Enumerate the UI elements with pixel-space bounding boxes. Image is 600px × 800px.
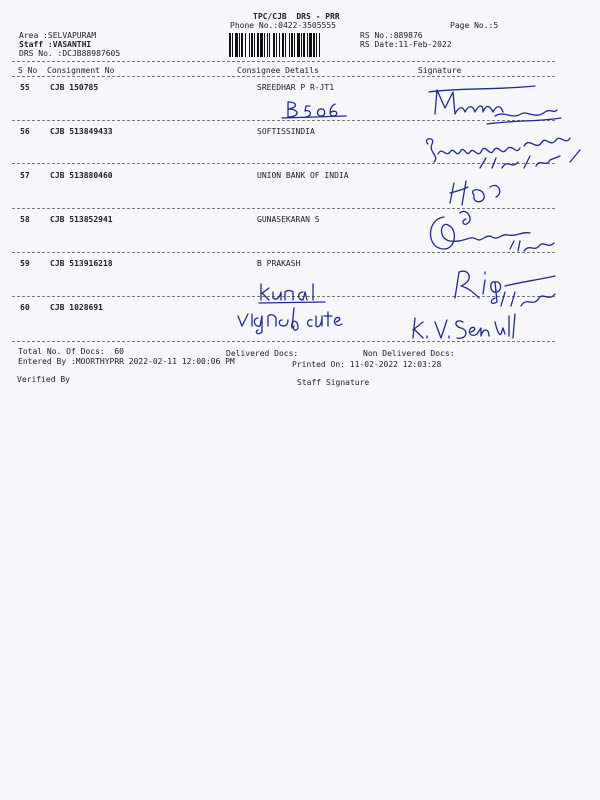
- drs-number: DRS No. :DCJB88987605: [19, 49, 121, 58]
- row-sno: 55: [20, 83, 30, 92]
- entered-by: Entered By :MOORTHYPRR 2022-02-11 12:00:06 PM: [18, 357, 235, 366]
- verified-by: Verified By: [17, 375, 70, 384]
- row-sno: 56: [20, 127, 30, 136]
- signature-row58: [420, 205, 560, 260]
- signature-row56: [420, 128, 590, 173]
- divider: [12, 61, 555, 62]
- row-sno: 58: [20, 215, 30, 224]
- row-consignment: CJB 513849433: [50, 127, 113, 136]
- document-title: TPC/CJB DRS - PRR: [253, 12, 340, 21]
- row-consignment: CJB 513852941: [50, 215, 113, 224]
- phone-number: Phone No.:0422-3505555: [230, 21, 336, 30]
- non-delivered-docs: Non Delivered Docs:: [363, 349, 455, 358]
- column-header-signature: Signature: [418, 66, 462, 75]
- row-consignment: CJB 513916218: [50, 259, 113, 268]
- signature-row55: [425, 84, 565, 134]
- page-number: Page No.:5: [450, 21, 499, 30]
- column-header-consignment: Consignment No: [47, 66, 115, 75]
- delivered-docs: Delivered Docs:: [226, 349, 299, 358]
- row-consignee: SOFTISSINDIA: [257, 127, 315, 136]
- row-sno: 59: [20, 259, 30, 268]
- row-sno: 60: [20, 303, 30, 312]
- staff-signature-label: Staff Signature: [297, 378, 370, 387]
- row-consignee: SREEDHAR P R-JT1: [257, 83, 335, 92]
- signature-row60: [405, 310, 525, 345]
- column-header-sno: S No: [18, 66, 38, 75]
- rs-date: RS Date:11-Feb-2022: [360, 40, 452, 49]
- row-consignee: B PRAKASH: [257, 259, 301, 268]
- row-consignee: GUNASEKARAN S: [257, 215, 320, 224]
- printed-on: Printed On: 11-02-2022 12:03:28: [292, 360, 442, 369]
- staff-label: Staff :VASANTHI: [19, 40, 92, 49]
- row-consignment: CJB 150785: [50, 83, 99, 92]
- column-header-consignee: Consignee Details: [237, 66, 319, 75]
- divider: [12, 76, 555, 77]
- total-docs: Total No. Of Docs: 60: [18, 347, 124, 356]
- handwritten-note-b506: [280, 98, 350, 120]
- signature-row59: [445, 262, 565, 312]
- row-consignment: CJB 513880460: [50, 171, 113, 180]
- row-consignee: UNION BANK OF INDIA: [257, 171, 349, 180]
- barcode-image: [228, 33, 354, 57]
- area-label: Area :SELVAPURAM: [19, 31, 97, 40]
- row-sno: 57: [20, 171, 30, 180]
- rs-number: RS No.:889876: [360, 31, 423, 40]
- row-consignment: CJB 1028691: [50, 303, 103, 312]
- handwritten-vignesh-cute: [232, 302, 352, 337]
